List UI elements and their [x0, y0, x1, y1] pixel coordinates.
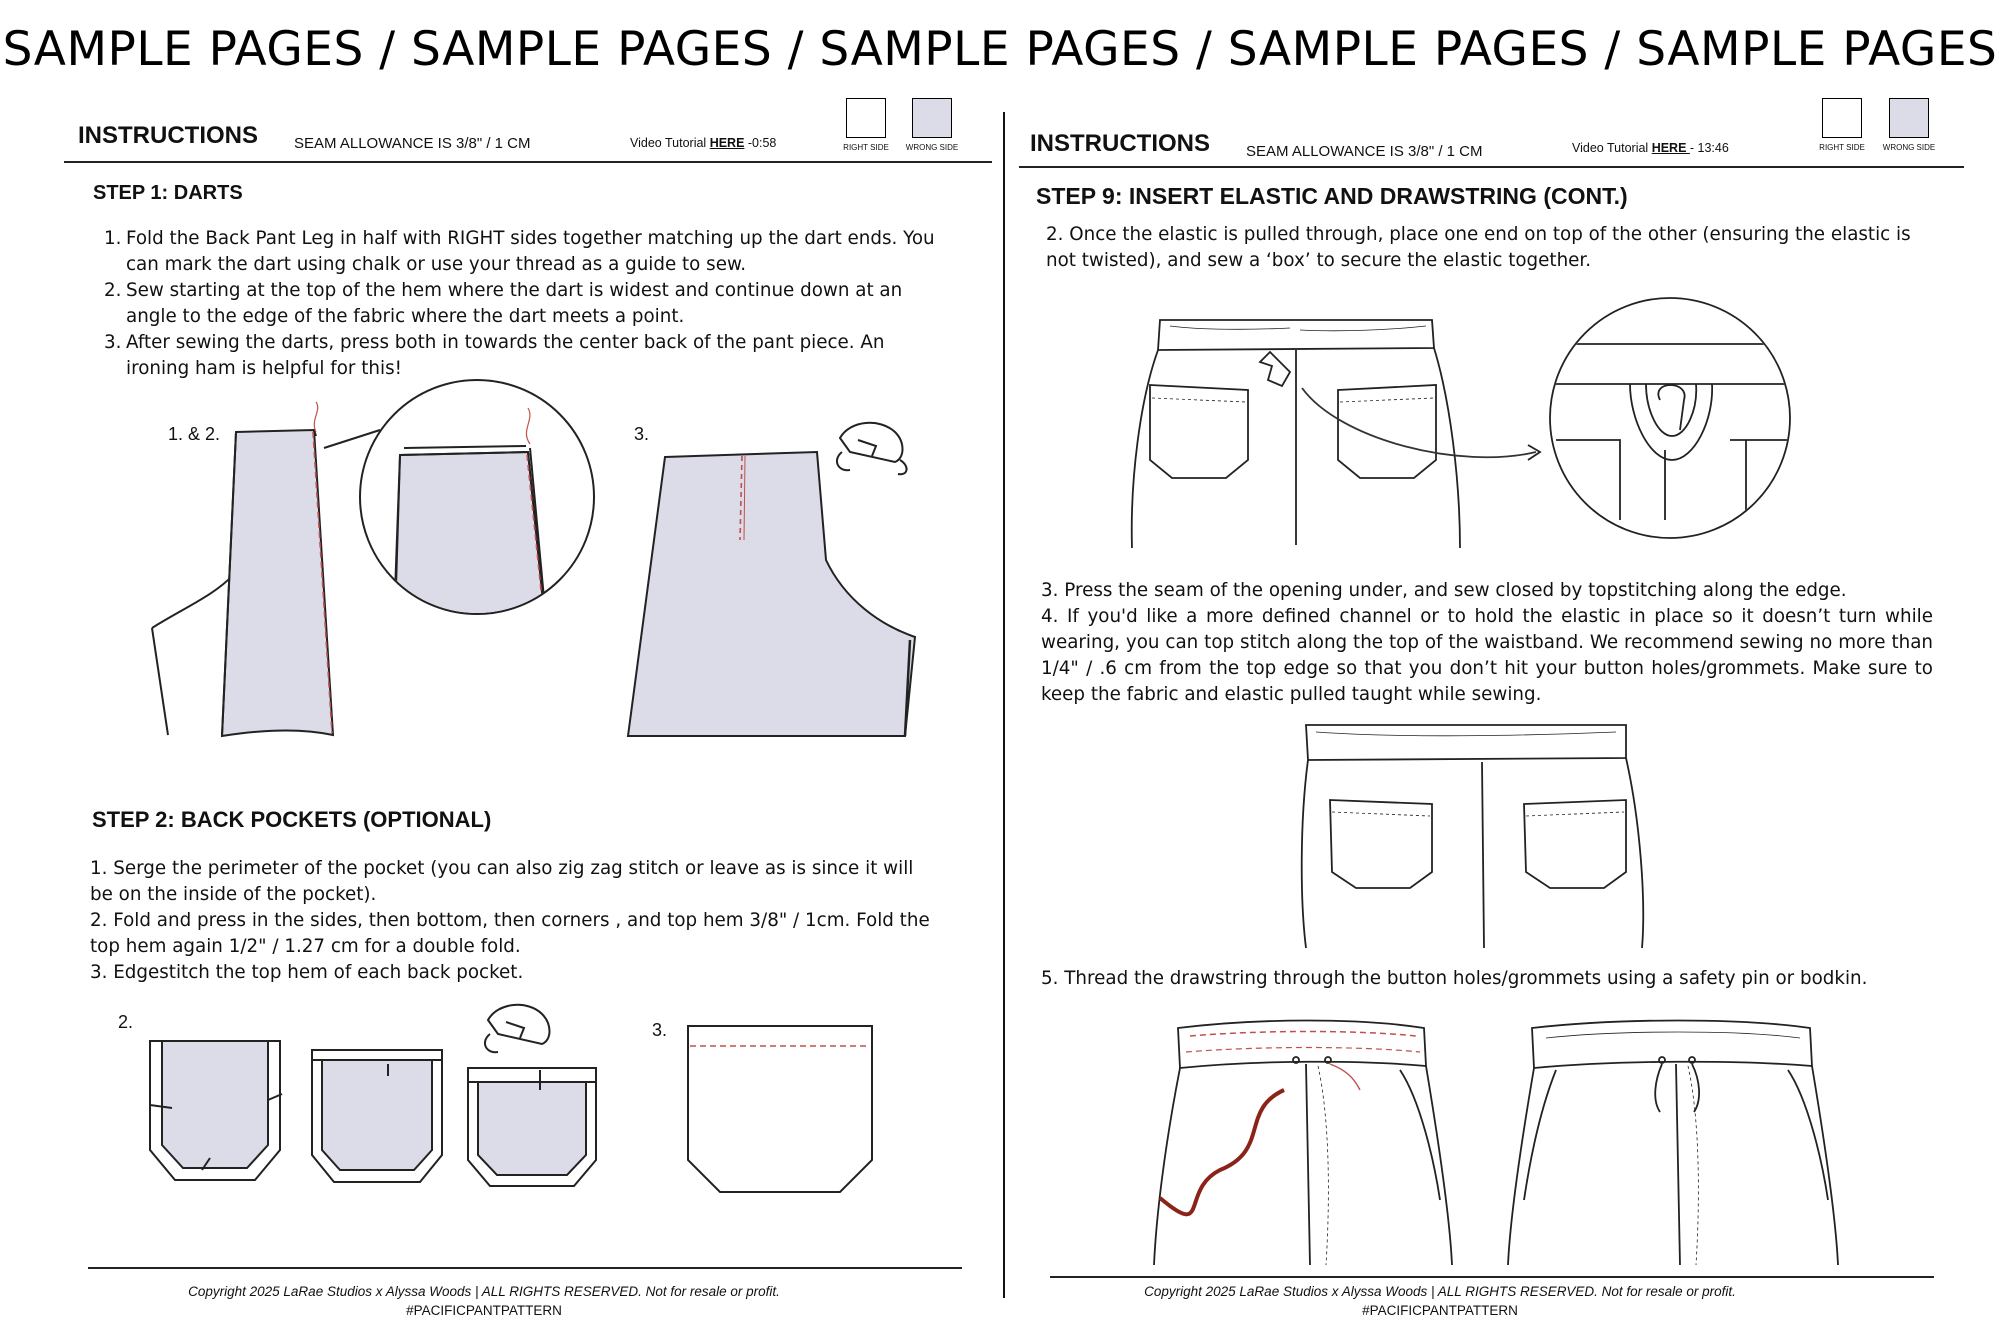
step9-para-2: 2. Once the elastic is pulled through, place one end on top of the other (ensuring the elastic is not twisted), and sew a ‘box’ to secure the elastic together.: [1046, 224, 1911, 271]
left-video-link[interactable]: HERE: [709, 136, 745, 150]
right-right-side-label: RIGHT SIDE: [1819, 143, 1865, 152]
right-video-time: - 13:46: [1689, 141, 1729, 155]
left-wrong-side-label: WRONG SIDE: [905, 143, 959, 152]
step1-item-2-text: Sew starting at the top of the hem where the dart is widest and continue down at an angle to the edge of the fabric where the dart meets a point.: [126, 280, 903, 327]
right-hashtag: #PACIFICPANTPATTERN: [1362, 1303, 1518, 1318]
step2-para-3: 3. Edgestitch the top hem of each back pocket.: [90, 962, 524, 983]
step1-item-2-num: 2.: [104, 280, 122, 301]
step9-para-4: 4. If you'd like a more defined channel or to hold the elastic in place so it doesn’t turn while wearing, you can top stitch along the top of the waistband. We recommend sewing no more than 1/4" / .6 cm from the top edge so that you don’t hit your button holes/grommets. Make sure to keep the fabric and elastic pulled taught while sewing.: [1041, 606, 1933, 705]
left-right-side-label: RIGHT SIDE: [843, 143, 889, 152]
right-video-prefix: Video Tutorial: [1572, 141, 1652, 155]
left-instructions-title: INSTRUCTIONS: [78, 122, 258, 149]
step1-item-1-num: 1.: [104, 228, 122, 249]
step9-para-3: 3. Press the seam of the opening under, and sew closed by topstitching along the edge.: [1041, 580, 1847, 601]
step9-heading: STEP 9: INSERT ELASTIC AND DRAWSTRING (CONT.): [1036, 183, 1628, 209]
step1-item-3-num: 3.: [104, 332, 122, 353]
right-wrong-side-label: WRONG SIDE: [1882, 143, 1936, 152]
step1-item-1-text: Fold the Back Pant Leg in half with RIGHT sides together matching up the dart ends. You can mark the dart using chalk or use your thread as a guide to sew.: [126, 228, 935, 275]
left-seam-allowance: SEAM ALLOWANCE IS 3/8" / 1 CM: [294, 135, 531, 152]
step2-heading: STEP 2: BACK POCKETS (OPTIONAL): [92, 807, 492, 832]
sample-pages-banner: SAMPLE PAGES / SAMPLE PAGES / SAMPLE PAGES / SAMPLE PAGES / SAMPLE PAGES: [2, 22, 1998, 77]
left-video-time: -0:58: [744, 136, 777, 150]
step2-para-2: 2. Fold and press in the sides, then bottom, then corners , and top hem 3/8" / 1cm. Fold the top hem again 1/2" / 1.27 cm for a double fold.: [90, 910, 930, 957]
step1-item-3-text: After sewing the darts, press both in towards the center back of the pant piece. An ironing ham is helpful for this!: [126, 332, 885, 379]
left-video-prefix: Video Tutorial: [630, 136, 710, 150]
right-instructions-title: INSTRUCTIONS: [1030, 130, 1210, 157]
step1-figure-label-a: 1. & 2.: [168, 424, 221, 444]
right-seam-allowance: SEAM ALLOWANCE IS 3/8" / 1 CM: [1246, 143, 1483, 160]
right-video-link[interactable]: HERE: [1651, 141, 1690, 155]
left-hashtag: #PACIFICPANTPATTERN: [406, 1303, 562, 1318]
step9-para-5: 5. Thread the drawstring through the button holes/grommets using a safety pin or bodkin.: [1041, 968, 1868, 989]
step2-figure-label-b: 3.: [652, 1020, 668, 1040]
right-copyright: Copyright 2025 LaRae Studios x Alyssa Woods | ALL RIGHTS RESERVED. Not for resale or profit.: [1144, 1284, 1736, 1299]
step1-heading: STEP 1: DARTS: [93, 182, 243, 204]
step1-figure-label-b: 3.: [634, 424, 650, 444]
step2-para-1: 1. Serge the perimeter of the pocket (you can also zig zag stitch or leave as is since it will be on the inside of the pocket).: [90, 858, 914, 905]
step2-figure-label-a: 2.: [118, 1012, 134, 1032]
left-copyright: Copyright 2025 LaRae Studios x Alyssa Woods | ALL RIGHTS RESERVED. Not for resale or profit.: [188, 1284, 780, 1299]
